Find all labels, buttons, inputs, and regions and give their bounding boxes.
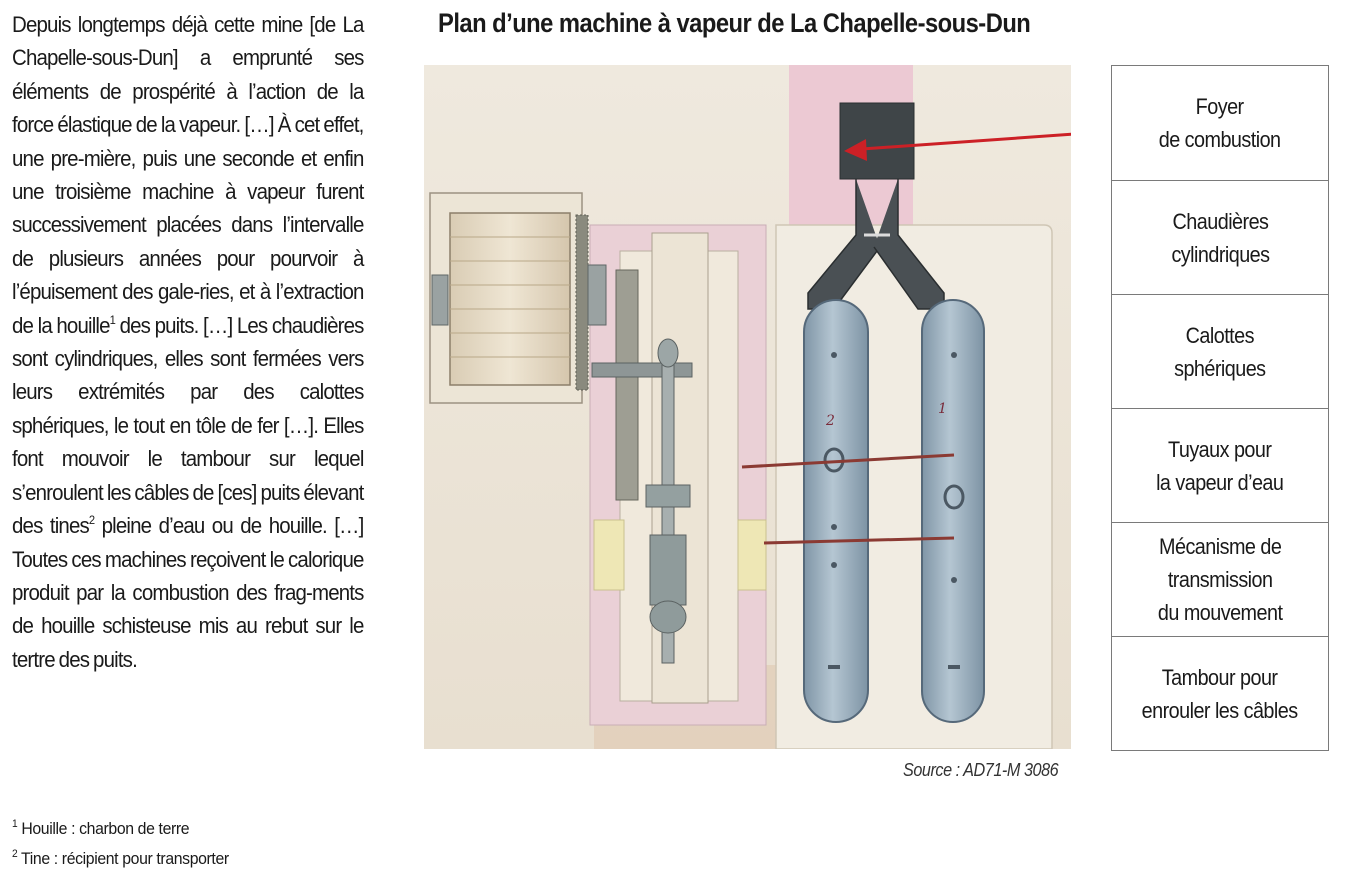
figure-source: Source : AD71-M 3086: [903, 760, 1059, 780]
legend-furnace: [1112, 66, 1328, 180]
rack-bar: [616, 270, 638, 500]
legend-drum-label: Tambour pour enrouler les câbles: [1142, 664, 1298, 723]
footnotes: [12, 814, 229, 874]
footnote-1: [12, 814, 229, 844]
figure-title: Plan d’une machine à vapeur de La Chapelle-sous-Dun: [438, 8, 1031, 38]
boiler-1-mark: 1: [938, 401, 947, 417]
legend-drum: [1112, 636, 1328, 750]
crank-axle: [592, 363, 692, 377]
footnote-1-number: 1: [12, 818, 18, 830]
legend-end-caps: [1112, 294, 1328, 408]
quote-text: [12, 8, 364, 676]
quote-part-1: Depuis longtemps déjà cette mine [de La Chapelle-sous-Dun] a emprunté ses éléments de prospérité à l’action de la force élastique de la vapeur. […] À cet effet, une pre-mière, puis une seconde et enfin une troisième machine à vapeur furent successivement placées dans l’intervalle de plusieurs années pour pourvoir à l’épuisement des gale-ries, et à l’extraction de la houille: [12, 12, 364, 338]
footnote-ref-1: 1: [109, 312, 116, 327]
boiler-2: [804, 300, 868, 722]
footnote-1-text: Houille : charbon de terre: [17, 819, 190, 838]
legend-transmission-label: Mécanisme de transmission du mouvement: [1157, 534, 1283, 625]
cylinder-bottom: [650, 601, 686, 633]
drum: [450, 213, 570, 385]
boiler-1: [922, 300, 984, 722]
legend-furnace-label: Foyer de combustion: [1159, 94, 1281, 152]
valve-knob: [658, 339, 678, 367]
legend-transmission: [1112, 522, 1328, 636]
yellow-block-left: [594, 520, 624, 590]
crosshead: [646, 485, 690, 507]
furnace: [840, 103, 914, 179]
legend-table: [1111, 65, 1329, 751]
boiler-2-mark: 2: [826, 413, 835, 429]
legend-end-caps-label: Calottes sphériques: [1174, 322, 1266, 381]
drum-bearing-right: [588, 265, 606, 325]
footnote-2: [12, 844, 229, 874]
drum-gear: [576, 215, 588, 390]
legend-steam-pipes-label: Tuyaux pour la vapeur d’eau: [1156, 436, 1284, 495]
cylinder-pit: [652, 233, 708, 703]
yellow-block-right: [738, 520, 766, 590]
legend-steam-pipes: [1112, 408, 1328, 522]
footnote-ref-2: 2: [88, 513, 95, 528]
quote-part-2: des puits. […] Les chaudières sont cylindriques, elles sont fermées vers leurs extrémités par des calottes sphériques, le tout en tôle de fer […]. Elles font mouvoir le tambour sur lequel s’enroulent les câbles de [ces] puits élevant des tines: [12, 312, 364, 539]
steam-cylinder: [650, 535, 686, 605]
footnote-2-text: Tine : récipient pour transporter: [17, 849, 229, 868]
drum-bearing-left: [432, 275, 448, 325]
footnote-2-number: 2: [12, 848, 18, 860]
steam-engine-plan: [424, 65, 1071, 749]
quote-part-3: pleine d’eau ou de houille. […] Toutes ces machines reçoivent le calorique produit par la combustion des frag-ments de houille schisteuse mis au rebut sur le tertre des puits.: [12, 513, 364, 672]
legend-boilers-label: Chaudières cylindriques: [1170, 208, 1270, 267]
legend-boilers: [1112, 180, 1328, 294]
